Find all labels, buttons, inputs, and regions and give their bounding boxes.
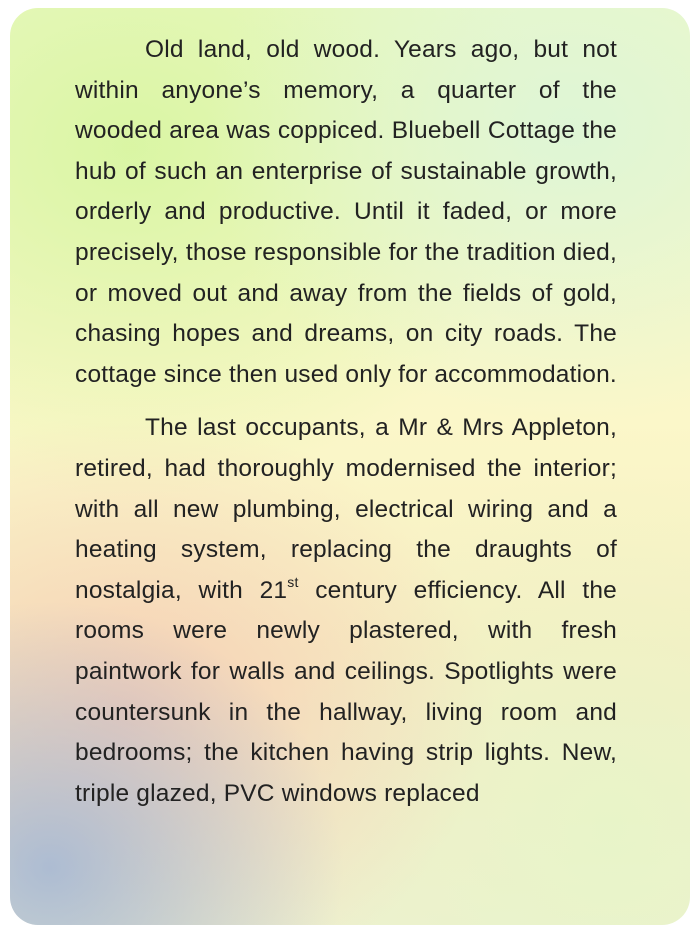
document-page (10, 8, 690, 925)
ordinal-superscript: st (287, 573, 299, 590)
paragraph-2 (75, 408, 617, 814)
paragraph-1: Old land, old wood. Years ago, but not within anyone’s memory, a quarter of the wooded area was coppiced. Bluebell Cottage the hub of such an enterprise of sustainable growth, orderly and productive. Until it faded, or more precisely, those responsible for the tradition died, or moved out and away from the fields of gold, chasing hopes and dreams, on city roads. The cottage since then used only for accommodation. (75, 36, 617, 388)
body-text (75, 30, 617, 814)
paragraph-2-text-before: The last occupants, a Mr & Mrs Appleton, retired, had thoroughly modernised the interior; with all new plumbing, electrical wiring and a heating system, replacing the draughts of nostalgia, with 21 (75, 414, 617, 604)
paragraph-2-text-after: century efficiency. All the rooms were newly plastered, with fresh paintwork for walls and ceilings. Spotlights were countersunk in the hallway, living room and bedrooms; the kitchen having strip lights. New, triple glazed, PVC windows replaced (75, 576, 617, 807)
